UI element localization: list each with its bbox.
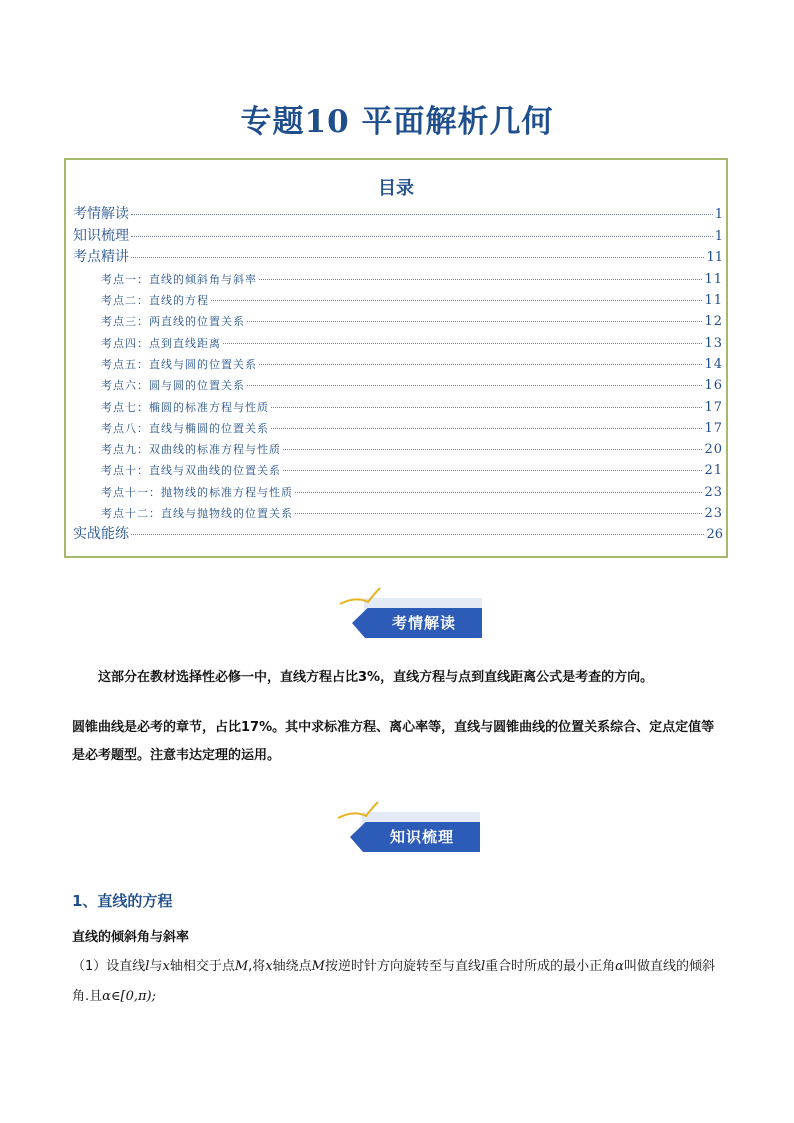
- toc-entry-page: 26: [706, 527, 723, 543]
- toc-entry[interactable]: [73, 311, 723, 332]
- toc-entry[interactable]: [73, 439, 723, 460]
- toc-list: [73, 204, 723, 546]
- banner-label: 知识梳理: [389, 828, 454, 846]
- banner-exam-analysis: [342, 598, 492, 648]
- toc-entry[interactable]: [73, 290, 723, 311]
- math-var-x: x: [162, 959, 170, 974]
- toc-entry-page: 23: [704, 484, 723, 500]
- toc-leader-dots: [295, 513, 702, 514]
- toc-entry-label: 考点二：直线的方程: [101, 294, 209, 308]
- toc-entry-label: 考点十二：直线与抛物线的位置关系: [101, 507, 293, 521]
- toc-entry[interactable]: [73, 503, 723, 524]
- toc-entry-page: 17: [704, 420, 723, 436]
- section-subtitle: 直线的倾斜角与斜率: [72, 930, 190, 945]
- toc-entry-label: 考点七：椭圆的标准方程与性质: [101, 400, 269, 414]
- toc-entry-label: 考点九：双曲线的标准方程与性质: [101, 443, 281, 457]
- toc-leader-dots: [131, 236, 713, 237]
- toc-entry[interactable]: [73, 524, 723, 546]
- toc-leader-dots: [247, 385, 702, 386]
- toc-entry-label: 考点精讲: [73, 249, 129, 266]
- math-var-alpha: α: [615, 959, 624, 974]
- text-fragment: 叫做直线的倾斜角.且: [72, 959, 715, 1004]
- toc-entry-label: 考点五：直线与圆的位置关系: [101, 357, 257, 371]
- toc-entry-page: 1: [714, 207, 723, 222]
- toc-leader-dots: [259, 364, 702, 365]
- text-fragment: 与: [149, 959, 163, 974]
- toc-entry[interactable]: [73, 482, 723, 503]
- math-var-l: l: [480, 959, 486, 974]
- toc-leader-dots: [271, 407, 702, 408]
- toc-entry[interactable]: [73, 204, 723, 226]
- definition-paragraph: [72, 952, 732, 1012]
- toc-entry[interactable]: [73, 460, 723, 481]
- toc-leader-dots: [131, 534, 704, 535]
- toc-entry[interactable]: [73, 418, 723, 439]
- toc-entry-page: 11: [706, 250, 723, 266]
- toc-entry-label: 实战能练: [73, 526, 129, 543]
- text-fragment: （1）设直线: [72, 959, 146, 974]
- banner-knowledge-review: [340, 812, 490, 862]
- toc-leader-dots: [131, 257, 704, 258]
- toc-entry-page: 17: [704, 399, 723, 415]
- toc-entry-page: 13: [704, 335, 723, 351]
- toc-leader-dots: [271, 428, 702, 429]
- toc-entry-page: 12: [704, 314, 723, 330]
- toc-entry-page: 11: [704, 293, 723, 309]
- text-fragment: ,将: [248, 959, 266, 974]
- toc-entry-page: 21: [704, 463, 723, 479]
- toc-entry[interactable]: [73, 269, 723, 290]
- toc-leader-dots: [131, 214, 713, 215]
- toc-entry-label: 考情解读: [73, 206, 129, 222]
- toc-entry-label: 考点六：圆与圆的位置关系: [101, 379, 245, 393]
- toc-entry-label: 考点十：直线与双曲线的位置关系: [101, 464, 281, 478]
- toc-entry-label: 考点八：直线与椭圆的位置关系: [101, 421, 269, 435]
- table-of-contents: [64, 158, 728, 558]
- text-fragment: 轴绕点: [272, 959, 312, 974]
- section-title: 1、直线的方程: [72, 892, 173, 910]
- math-var-M: M: [234, 959, 249, 974]
- paragraph-1: 这部分在教材选择性必修一中，直线方程占比3%，直线方程与点到直线距离公式是考查的方向。: [98, 670, 654, 685]
- toc-leader-dots: [223, 343, 702, 344]
- toc-entry-page: 23: [704, 506, 723, 522]
- toc-entry[interactable]: [73, 247, 723, 269]
- math-var-x: x: [265, 959, 273, 974]
- toc-leader-dots: [259, 279, 702, 280]
- toc-heading: 目录: [378, 178, 414, 199]
- toc-leader-dots: [295, 492, 702, 493]
- banner-label: 考情解读: [391, 614, 456, 632]
- text-fragment: 轴相交于点: [169, 959, 235, 974]
- toc-leader-dots: [211, 300, 702, 301]
- toc-entry[interactable]: [73, 333, 723, 354]
- toc-entry-label: 考点三：两直线的位置关系: [101, 315, 245, 329]
- toc-entry-label: 考点四：点到直线距离: [101, 336, 221, 350]
- text-fragment: 按逆时针方向旋转至与直线: [324, 959, 481, 974]
- toc-entry-page: 16: [704, 378, 723, 394]
- toc-entry[interactable]: [73, 397, 723, 418]
- toc-entry-page: 20: [704, 442, 723, 458]
- toc-entry-label: 知识梳理: [73, 227, 129, 244]
- toc-entry[interactable]: [73, 354, 723, 375]
- toc-leader-dots: [283, 449, 702, 450]
- text-fragment: 重合时所成的最小正角: [485, 959, 616, 974]
- toc-entry[interactable]: [73, 226, 723, 248]
- toc-entry-page: 1: [714, 228, 723, 244]
- toc-entry-page: 14: [704, 356, 723, 372]
- toc-leader-dots: [283, 470, 702, 471]
- math-var-l: l: [145, 959, 150, 974]
- toc-entry-page: 11: [704, 271, 723, 287]
- toc-entry-label: 考点十一：抛物线的标准方程与性质: [101, 485, 293, 499]
- math-var-M: M: [311, 959, 325, 974]
- toc-entry-label: 考点一：直线的倾斜角与斜率: [101, 272, 257, 286]
- paragraph-2: 圆锥曲线是必考的章节，占比17%。其中求标准方程、离心率等，直线与圆锥曲线的位置关系综合、定点定值等是必考题型。注意韦达定理的运用。: [72, 720, 715, 763]
- toc-entry[interactable]: [73, 375, 723, 396]
- toc-leader-dots: [247, 321, 702, 322]
- page-title: 专题10 平面解析几何: [240, 104, 554, 140]
- math-range: α∈[0,π);: [102, 989, 157, 1004]
